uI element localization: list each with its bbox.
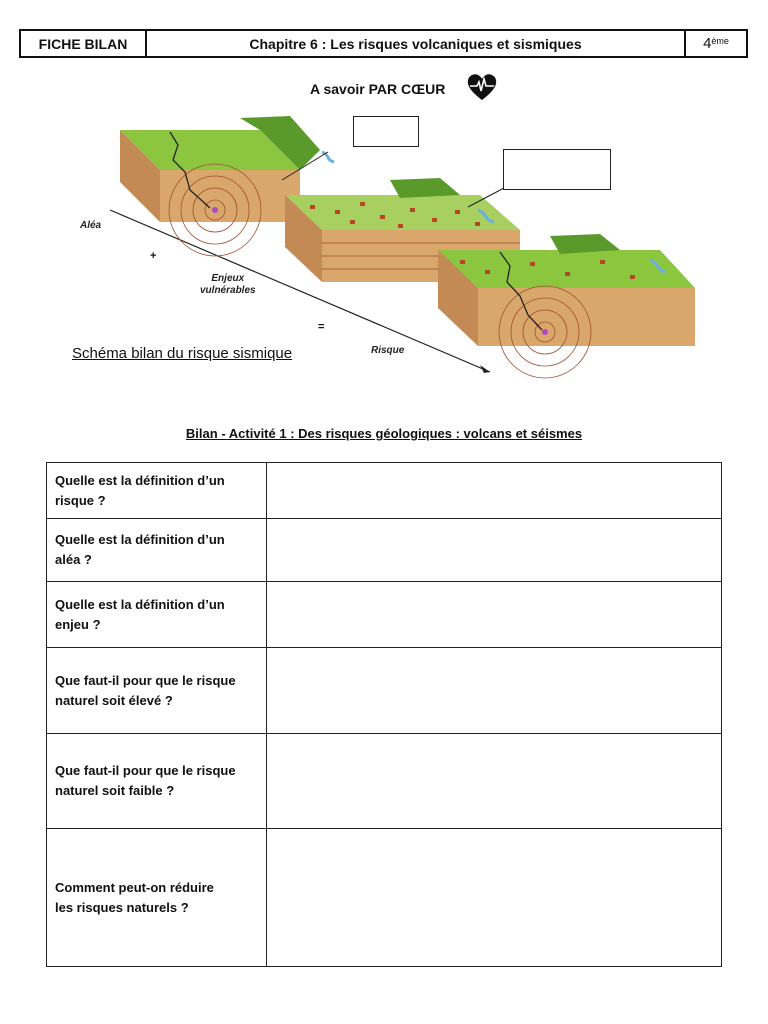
question-line: naturel soit élevé ? xyxy=(55,692,173,708)
table-row xyxy=(47,582,722,648)
question-line: enjeu ? xyxy=(55,616,101,632)
answer-cell[interactable] xyxy=(267,463,722,519)
table-row xyxy=(47,463,722,519)
plus-sign: + xyxy=(150,250,157,262)
answer-cell[interactable] xyxy=(267,519,722,582)
answer-box-2[interactable] xyxy=(503,149,611,190)
question-line: Quelle est la définition d’un xyxy=(55,596,225,612)
table-row xyxy=(47,829,722,967)
class-level-number: 4 xyxy=(703,35,712,52)
question-table xyxy=(46,462,722,967)
question-cell xyxy=(47,463,267,519)
block-risque xyxy=(438,234,695,378)
schema-caption: Schéma bilan du risque sismique xyxy=(72,345,293,362)
label-enjeux-line1: Enjeux xyxy=(211,273,245,284)
question-line: risque ? xyxy=(55,492,106,508)
answer-cell[interactable] xyxy=(267,829,722,967)
label-risque: Risque xyxy=(371,345,405,356)
table-row xyxy=(47,648,722,734)
question-cell xyxy=(47,648,267,734)
label-enjeux xyxy=(200,273,256,297)
diagram-illustration xyxy=(60,110,720,380)
answer-box-1[interactable] xyxy=(353,116,419,147)
class-level-suffix: ème xyxy=(711,35,729,46)
question-cell xyxy=(47,582,267,648)
question-line: naturel soit faible ? xyxy=(55,783,175,798)
question-line: Quelle est la définition d’un xyxy=(55,472,225,488)
fiche-bilan-label: FICHE BILAN xyxy=(21,31,147,56)
answer-cell[interactable] xyxy=(267,734,722,829)
question-cell xyxy=(47,829,267,967)
equals-sign: = xyxy=(318,321,325,333)
question-line: Que faut-il pour que le risque xyxy=(55,672,236,688)
class-level xyxy=(686,31,746,56)
label-alea: Aléa xyxy=(80,220,102,231)
label-enjeux-line2: vulnérables xyxy=(200,285,256,296)
question-line: Que faut-il pour que le risque xyxy=(55,763,236,778)
question-line: Comment peut-on réduire xyxy=(55,879,214,895)
question-line: Quelle est la définition d’un xyxy=(55,532,225,547)
a-savoir-heading: A savoir PAR CŒUR xyxy=(310,81,446,97)
question-line: les risques naturels ? xyxy=(55,899,189,915)
heart-pulse-icon xyxy=(466,72,498,102)
question-cell xyxy=(47,519,267,582)
chapter-title: Chapitre 6 : Les risques volcaniques et sismiques xyxy=(147,31,686,56)
seismic-risk-diagram xyxy=(60,110,720,380)
question-line: aléa ? xyxy=(55,552,92,567)
answer-cell[interactable] xyxy=(267,648,722,734)
question-cell xyxy=(47,734,267,829)
answer-cell[interactable] xyxy=(267,582,722,648)
bilan-title: Bilan - Activité 1 : Des risques géologiques : volcans et séismes xyxy=(185,426,583,441)
table-row xyxy=(47,734,722,829)
header-table xyxy=(19,29,748,58)
table-row xyxy=(47,519,722,582)
